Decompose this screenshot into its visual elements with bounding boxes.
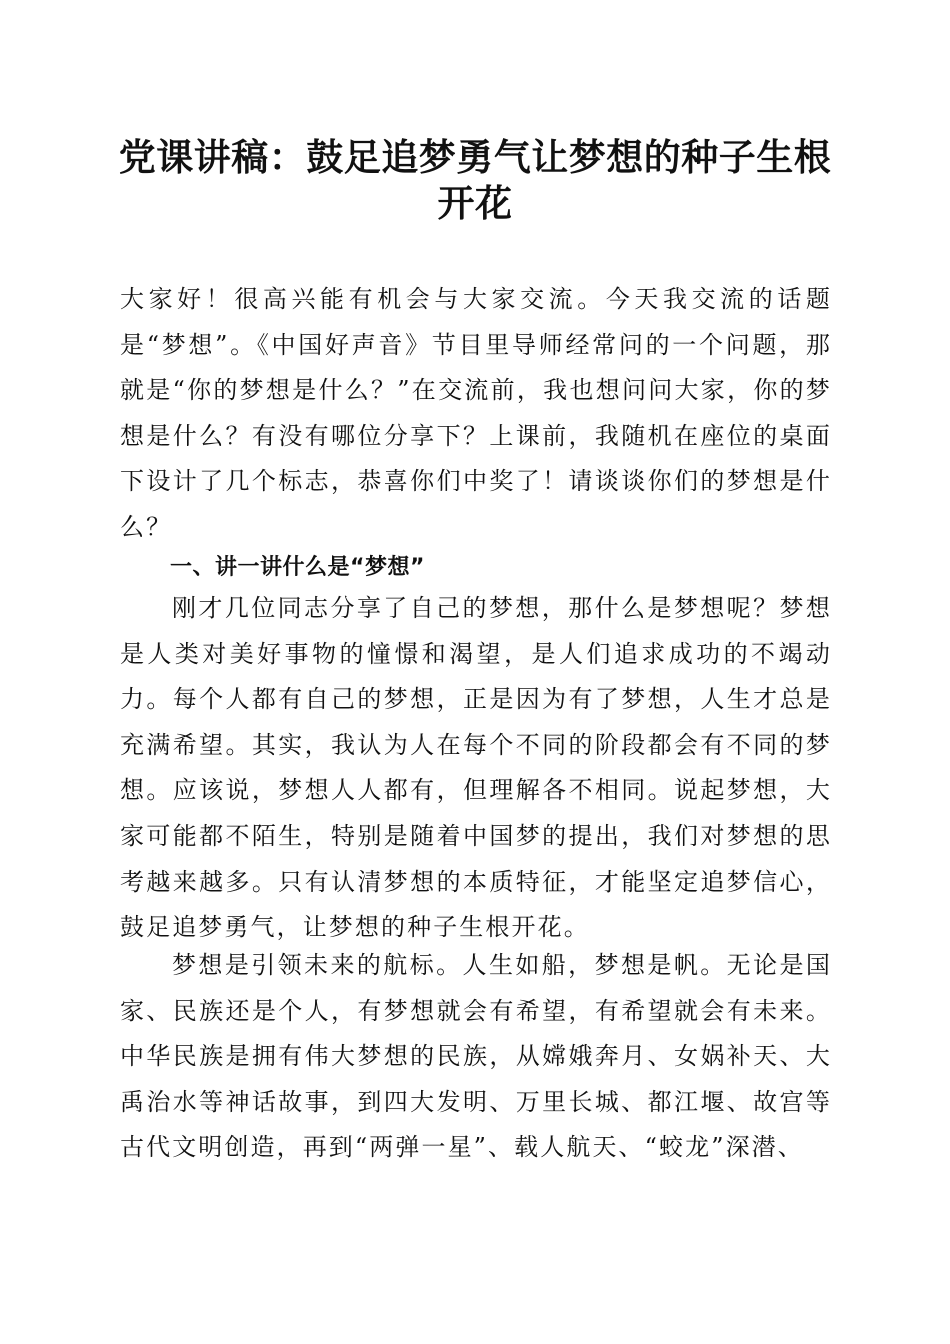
intro-paragraph: 大家好！很高兴能有机会与大家交流。今天我交流的话题是“梦想”。《中国好声音》节目里导师经常问的一个问题，那就是“你的梦想是什么？”在交流前，我也想问问大家，你的梦想是什么？有没有哪位分享下？上课前，我随机在座位的桌面下设计了几个标志，恭喜你们中奖了！请谈谈你们的梦想是什么？: [120, 285, 832, 541]
body-paragraph-2: 梦想是引领未来的航标。人生如船，梦想是帆。无论是国家、民族还是个人，有梦想就会有希望，有希望就会有未来。中华民族是拥有伟大梦想的民族，从嫦娥奔月、女娲补天、大禹治水等神话故事，到四大发明、万里长城、都江堰、故宫等古代文明创造，再到“两弹一星”、载人航天、“蛟龙”深潜、: [120, 951, 832, 1162]
section-heading: 一、讲一讲什么是“梦想”: [170, 555, 425, 580]
document-title: 党课讲稿：鼓足追梦勇气让梦想的种子生根开花: [118, 135, 832, 225]
body-paragraph-1: 刚才几位同志分享了自己的梦想，那什么是梦想呢？梦想是人类对美好事物的憧憬和渴望，是人们追求成功的不竭动力。每个人都有自己的梦想，正是因为有了梦想，人生才总是充满希望。其实，我认为人在每个不同的阶段都会有不同的梦想。应该说，梦想人人都有，但理解各不相同。说起梦想，大家可能都不陌生，特别是随着中国梦的提出，我们对梦想的思考越来越多。只有认清梦想的本质特征，才能坚定追梦信心，鼓足追梦勇气，让梦想的种子生根开花。: [120, 594, 832, 942]
